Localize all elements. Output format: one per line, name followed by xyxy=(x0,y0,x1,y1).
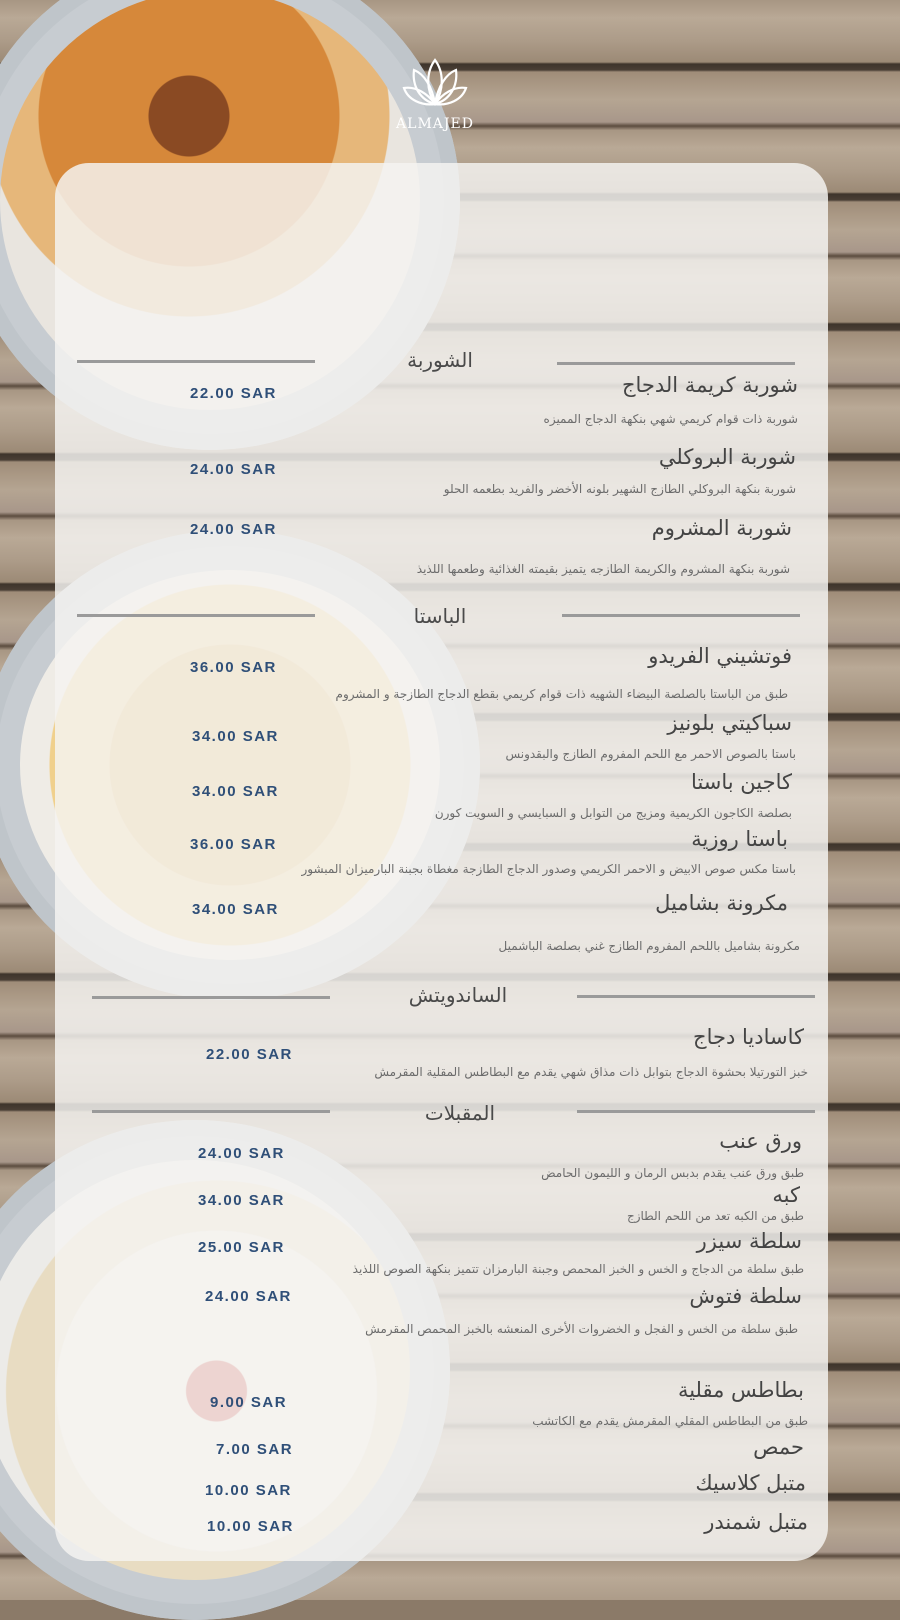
item-description: طبق من الباستا بالصلصة البيضاء الشهيه ذات قوام كريمي بقطع الدجاج الطازجة و المشروم xyxy=(335,687,788,701)
item-description: طبق سلطة من الدجاج و الخس و الخبز المحمص وجبنة البارمزان تتميز بنكهة الصوص اللذيذ xyxy=(352,1262,804,1276)
item-description: باستا بالصوص الاحمر مع اللحم المفروم الطازج والبقدونس xyxy=(505,747,796,761)
item-price: 24.00 SAR xyxy=(198,1145,285,1162)
section-title-soup: الشوربة xyxy=(407,348,473,372)
item-price: 34.00 SAR xyxy=(192,901,279,918)
item-name: كبه xyxy=(772,1183,800,1207)
section-title-pasta: الباستا xyxy=(413,604,467,628)
item-name: شوربة كريمة الدجاج xyxy=(621,373,798,397)
item-description: شوربة بنكهة المشروم والكريمة الطازجه يتميز بقيمته الغذائية وطعمها اللذيذ xyxy=(416,562,790,576)
item-name: باستا روزية xyxy=(691,827,788,851)
section-title-starters: المقبلات xyxy=(424,1101,496,1125)
item-description: خبز التورتيلا بحشوة الدجاج بتوابل ذات مذاق شهي يقدم مع البطاطس المقلية المقرمش xyxy=(374,1065,808,1079)
item-description: مكرونة بشاميل باللحم المفروم الطازج غني بصلصة الباشميل xyxy=(498,939,800,953)
item-price: 34.00 SAR xyxy=(192,783,279,800)
item-name: حمص xyxy=(753,1435,804,1459)
item-description: طبق من البطاطس المقلي المقرمش يقدم مع الكاتشب xyxy=(532,1414,808,1428)
item-price: 10.00 SAR xyxy=(205,1482,292,1499)
item-name: متبل كلاسيك xyxy=(695,1471,806,1495)
section-rule xyxy=(577,995,815,998)
item-price: 36.00 SAR xyxy=(190,836,277,853)
brand-name: ALMAJED xyxy=(396,116,474,132)
item-name: متبل شمندر xyxy=(704,1510,808,1534)
section-title-sandwich: الساندويتش xyxy=(408,983,508,1007)
item-price: 22.00 SAR xyxy=(206,1046,293,1063)
section-rule xyxy=(92,996,330,999)
item-description: طبق سلطة من الخس و الفجل و الخضروات الأخرى المنعشه بالخبز المحمص المقرمش xyxy=(365,1322,798,1336)
item-description: طبق من الكبه تعد من اللحم الطازج xyxy=(626,1209,804,1223)
item-price: 9.00 SAR xyxy=(210,1394,288,1411)
section-rule xyxy=(557,362,795,365)
item-price: 36.00 SAR xyxy=(190,659,277,676)
brand-logo xyxy=(395,56,475,132)
item-description: طبق ورق عنب يقدم بدبس الرمان و الليمون الحامض xyxy=(541,1166,804,1180)
item-description: شوربة بنكهة البروكلي الطازج الشهير بلونه الأخضر والفريد بطعمه الحلو xyxy=(443,482,796,496)
section-rule xyxy=(577,1110,815,1113)
item-name: كاساديا دجاج xyxy=(693,1025,804,1049)
item-name: فوتشيني الفريدو xyxy=(648,644,792,668)
lotus-icon xyxy=(402,56,468,112)
item-price: 34.00 SAR xyxy=(192,728,279,745)
item-name: شوربة المشروم xyxy=(651,516,792,540)
section-rule xyxy=(92,1110,330,1113)
section-rule xyxy=(77,614,315,617)
section-rule xyxy=(77,360,315,363)
item-price: 34.00 SAR xyxy=(198,1192,285,1209)
item-price: 10.00 SAR xyxy=(207,1518,294,1535)
item-price: 24.00 SAR xyxy=(205,1288,292,1305)
item-name: كاجين باستا xyxy=(691,770,792,794)
item-price: 22.00 SAR xyxy=(190,385,277,402)
item-name: سلطة سيزر xyxy=(696,1229,802,1253)
section-rule xyxy=(562,614,800,617)
item-name: بطاطس مقلية xyxy=(677,1378,804,1402)
item-description: بصلصة الكاجون الكريمية ومزيج من التوابل و السبايسي و السويت كورن xyxy=(434,806,792,820)
item-price: 7.00 SAR xyxy=(216,1441,294,1458)
item-description: باستا مكس صوص الابيض و الاحمر الكريمي وصدور الدجاج الطازجة مغطاة بجبنة البارميزان المبشور xyxy=(301,862,796,876)
item-price: 25.00 SAR xyxy=(198,1239,285,1256)
item-description: شوربة ذات قوام كريمي شهي بنكهة الدجاج المميزه xyxy=(543,412,798,426)
item-price: 24.00 SAR xyxy=(190,461,277,478)
item-name: مكرونة بشاميل xyxy=(655,891,788,915)
item-name: سباكيتي بلونيز xyxy=(667,711,792,735)
item-name: سلطة فتوش xyxy=(689,1284,802,1308)
item-price: 24.00 SAR xyxy=(190,521,277,538)
item-name: شوربة البروكلي xyxy=(658,445,796,469)
item-name: ورق عنب xyxy=(719,1129,802,1153)
